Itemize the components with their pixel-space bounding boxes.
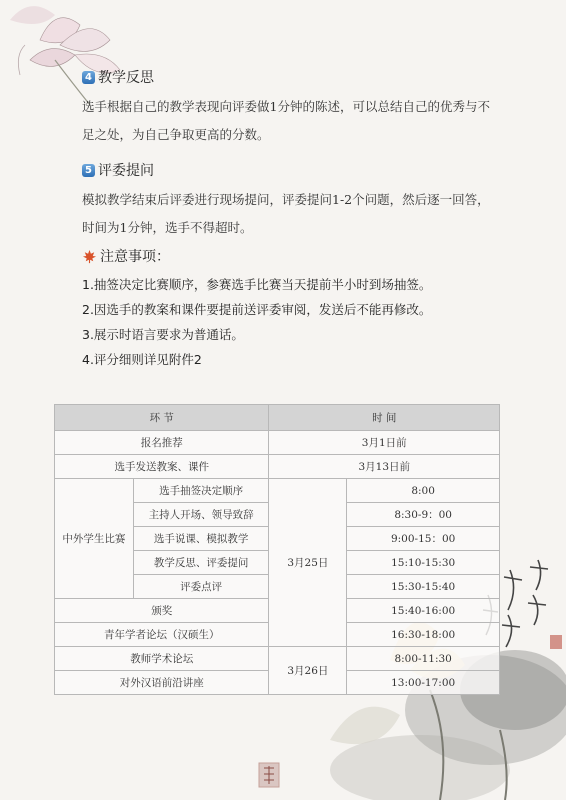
- table-cell: 16:30-18:00: [347, 623, 500, 647]
- competition-group-cell: 中外学生比赛: [55, 479, 134, 599]
- table-cell: 8:00: [347, 479, 500, 503]
- table-cell: 颁奖: [55, 599, 269, 623]
- schedule-table: [54, 404, 500, 695]
- note-item: 1.抽签决定比赛顺序，参赛选手比赛当天提前半小时到场抽签。: [82, 277, 432, 292]
- notes-heading: [82, 246, 170, 266]
- table-cell: 15:10-15:30: [347, 551, 500, 575]
- seal-stamp-illustration: [258, 762, 280, 788]
- table-cell: 选手说课、模拟教学: [133, 527, 269, 551]
- header-time: 时 间: [269, 405, 500, 431]
- number-4-icon: 4: [82, 71, 95, 84]
- table-row: [55, 431, 500, 455]
- table-cell: 9:00-15：00: [347, 527, 500, 551]
- notes-list: [82, 272, 502, 372]
- section-paragraph-teaching-reflection: 选手根据自己的教学表现向评委做1分钟的陈述，可以总结自己的优秀与不足之处，为自己争取更高的分数。: [82, 99, 490, 142]
- table-cell: 15:30-15:40: [347, 575, 500, 599]
- notes-title: 注意事项：: [100, 249, 170, 265]
- table-row: [55, 479, 500, 503]
- table-cell: 15:40-16:00: [347, 599, 500, 623]
- section-heading-judges-questions: [82, 160, 154, 180]
- table-cell: 主持人开场、领导致辞: [133, 503, 269, 527]
- note-item: 3.展示时语言要求为普通话。: [82, 327, 244, 342]
- table-cell: 青年学者论坛（汉硕生）: [55, 623, 269, 647]
- table-row: [55, 455, 500, 479]
- note-item: 4.评分细则详见附件2: [82, 352, 202, 367]
- number-5-icon: 5: [82, 164, 95, 177]
- table-cell: 8:30-9：00: [347, 503, 500, 527]
- table-cell: 教学反思、评委提问: [133, 551, 269, 575]
- table-cell: 评委点评: [133, 575, 269, 599]
- table-header-row: [55, 405, 500, 431]
- section-heading-teaching-reflection: [82, 67, 154, 87]
- note-item: 2.因选手的教案和课件要提前送评委审阅，发送后不能再修改。: [82, 302, 432, 317]
- table-row: [55, 647, 500, 671]
- section-paragraph-judges-questions: 模拟教学结束后评委进行现场提问，评委提问1-2个问题，然后逐一回答，时间为1分钟，选手不得超时。: [82, 192, 490, 235]
- header-segment: 环 节: [55, 405, 269, 431]
- section-title: 教学反思: [98, 70, 154, 86]
- table-cell: 3月13日前: [269, 455, 500, 479]
- maple-leaf-icon: [82, 249, 97, 264]
- table-cell: 教师学术论坛: [55, 647, 269, 671]
- table-cell: 13:00-17:00: [347, 671, 500, 695]
- table-cell: 选手发送教案、课件: [55, 455, 269, 479]
- table-cell: 选手抽签决定顺序: [133, 479, 269, 503]
- table-cell: 对外汉语前沿讲座: [55, 671, 269, 695]
- section-title: 评委提问: [98, 163, 154, 179]
- date-cell-day2: 3月26日: [269, 647, 347, 695]
- date-cell-day1: 3月25日: [269, 479, 347, 647]
- table-cell: 8:00-11:30: [347, 647, 500, 671]
- table-cell: 3月1日前: [269, 431, 500, 455]
- table-cell: 报名推荐: [55, 431, 269, 455]
